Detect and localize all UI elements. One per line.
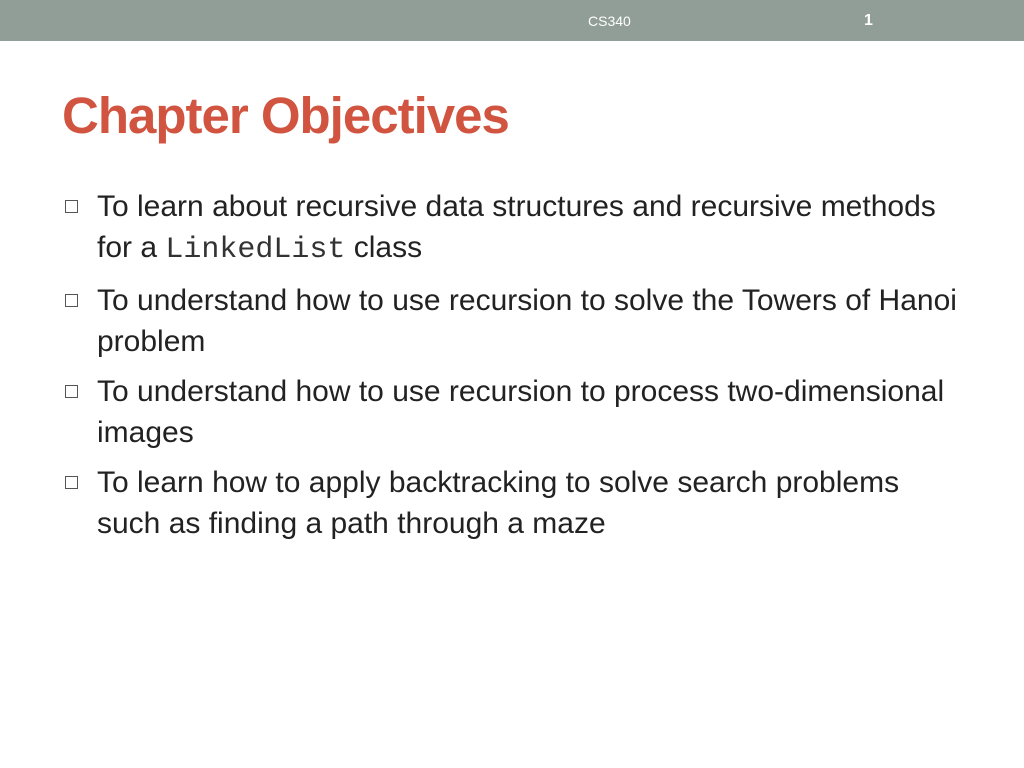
objective-text: To learn how to apply backtracking to solve search problems such as finding a path through a maze (97, 466, 900, 540)
objective-item-4 (62, 462, 962, 544)
square-bullet-icon (65, 385, 78, 398)
objective-text: To understand how to use recursion to solve the Towers of Hanoi problem (97, 284, 957, 358)
slide-title: Chapter Objectives (62, 87, 509, 144)
objective-text: To understand how to use recursion to process two-dimensional images (97, 375, 945, 449)
header-bar (0, 0, 1024, 41)
objective-text-before: To learn about recursive data structures and recursive methods for a (97, 190, 936, 264)
objectives-list (62, 186, 962, 553)
objective-text-after: class (345, 231, 423, 264)
objective-item-1 (62, 186, 962, 271)
square-bullet-icon (65, 200, 78, 213)
course-label: CS340 (588, 13, 631, 29)
linkedlist-code: LinkedList (165, 233, 346, 267)
square-bullet-icon (65, 476, 78, 489)
slide-number: 1 (864, 12, 873, 29)
square-bullet-icon (65, 294, 78, 307)
objective-item-3 (62, 371, 962, 453)
objective-text (97, 190, 936, 267)
objective-item-2 (62, 280, 962, 362)
